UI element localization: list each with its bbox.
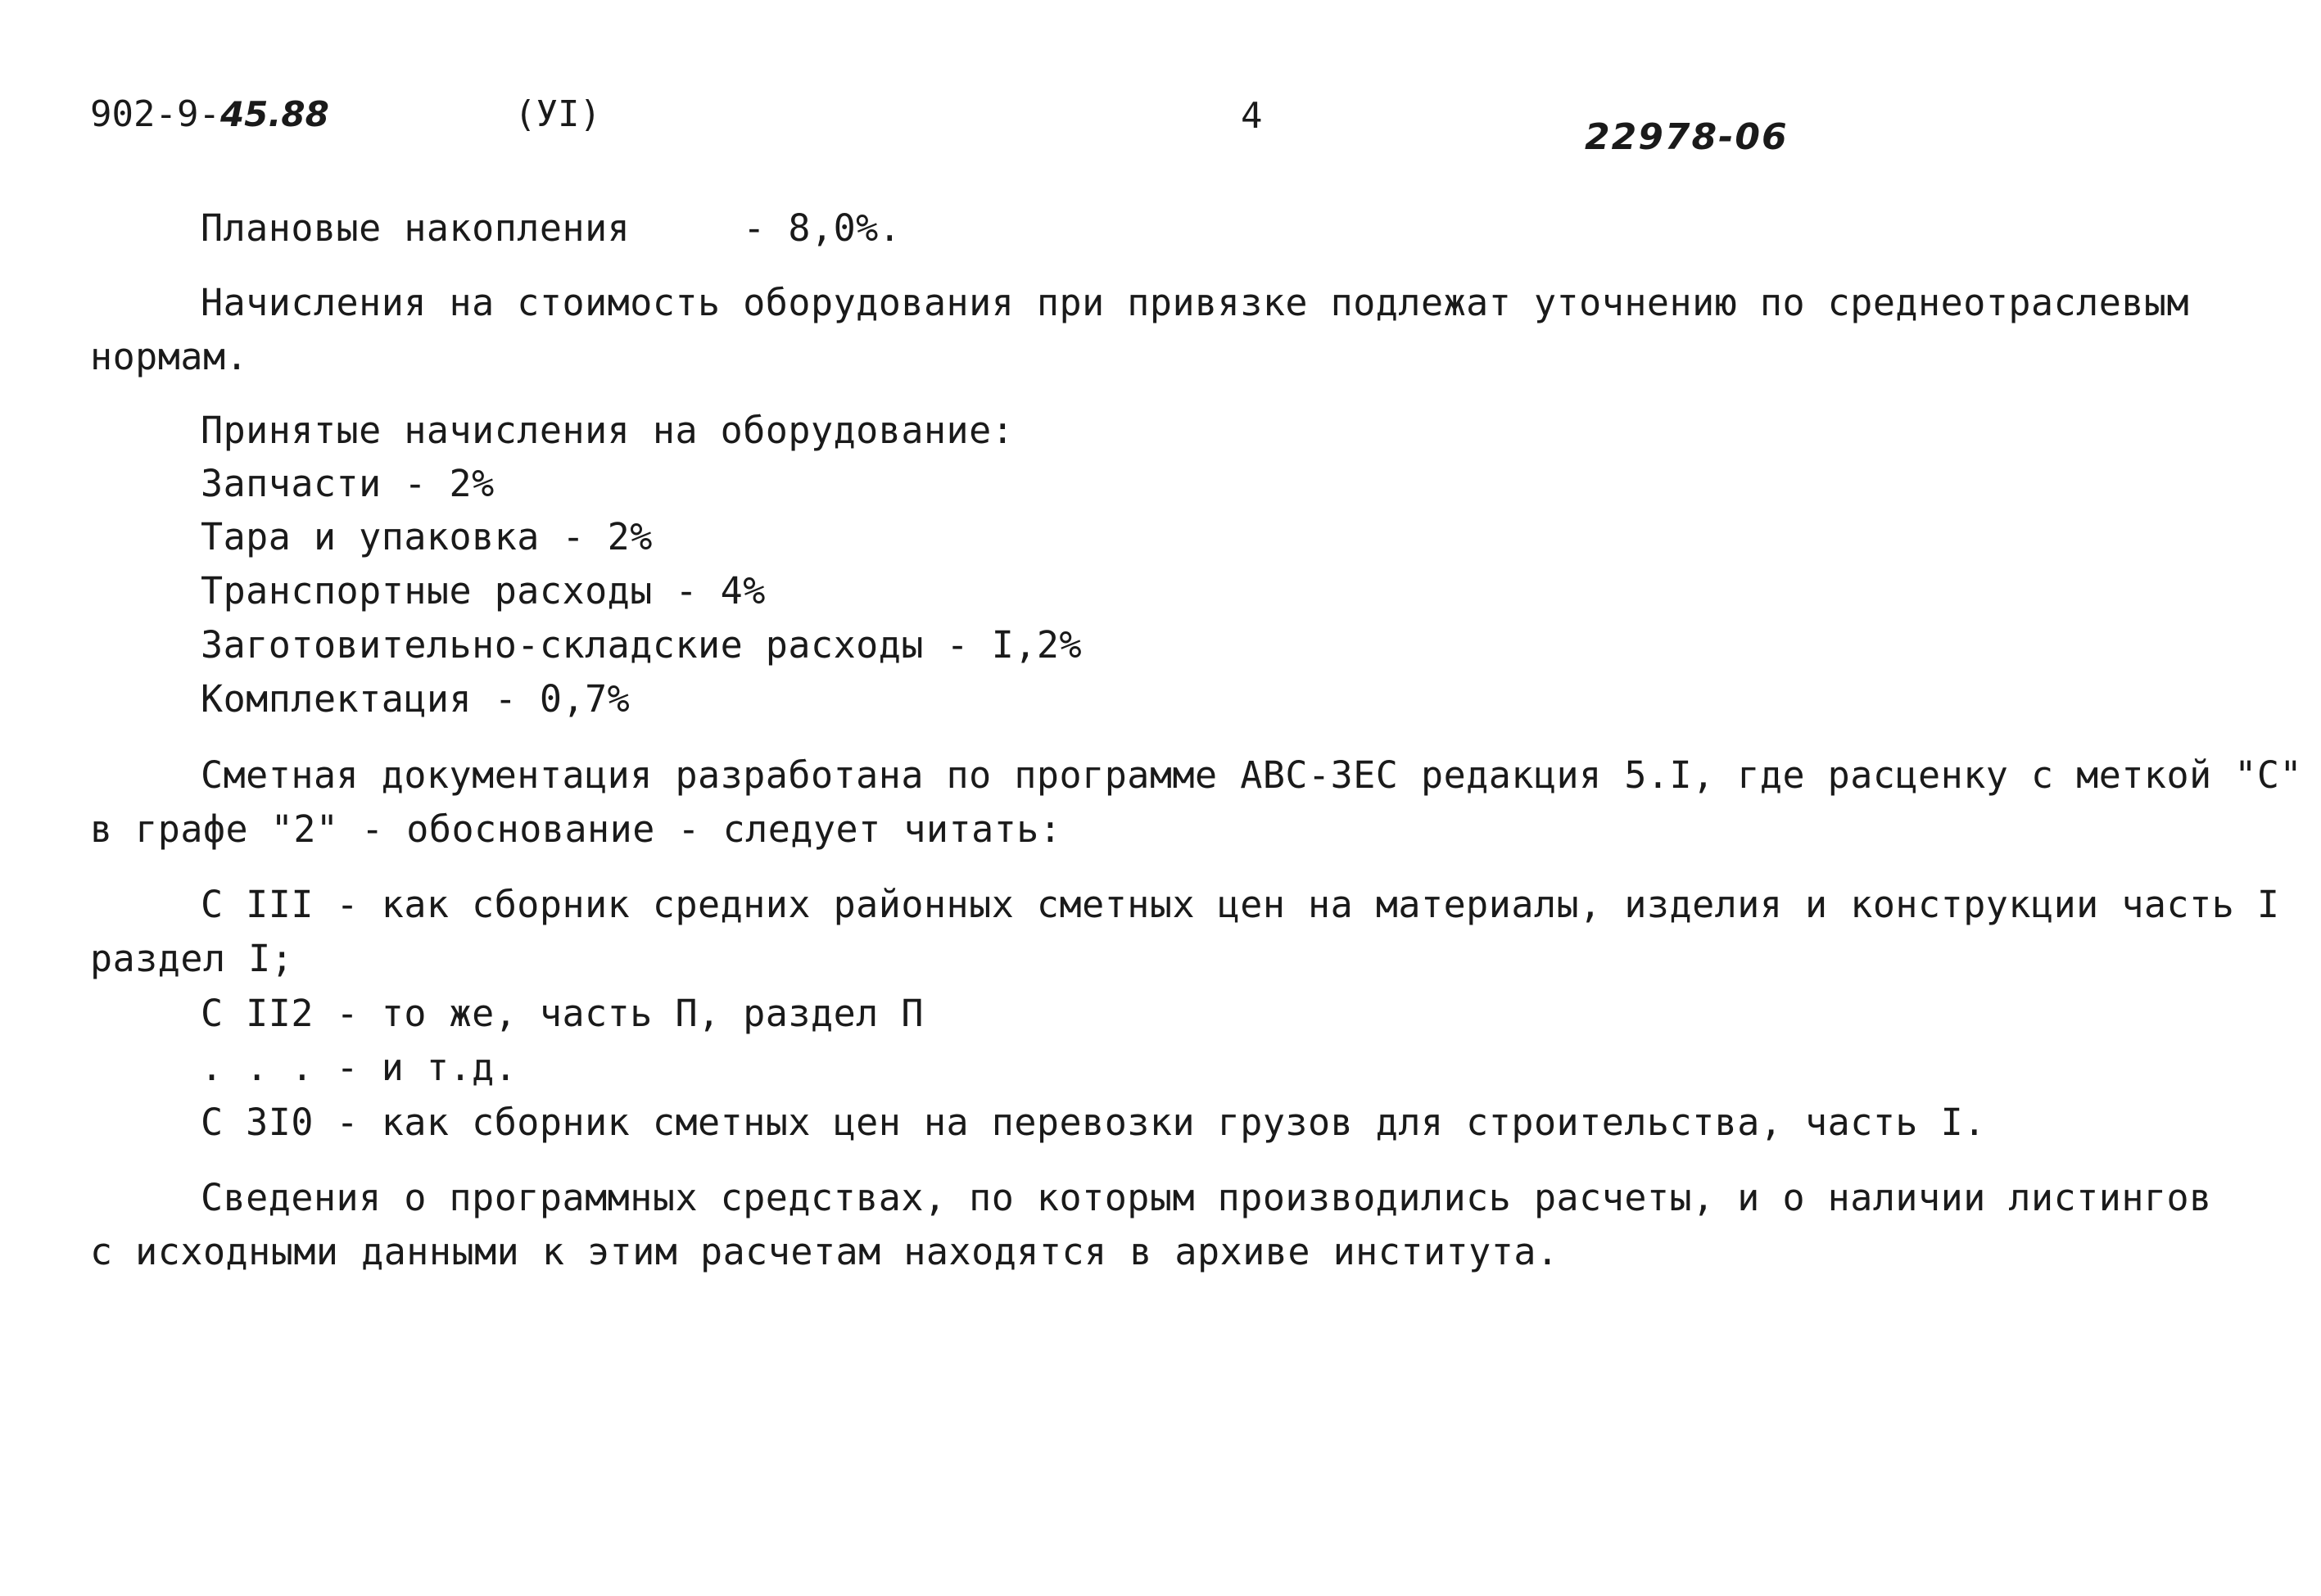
- equipment-charges-line-1: Начисления на стоимость оборудования при привязке подлежат уточнению по среднеотраслевым: [201, 281, 2190, 324]
- estimate-paragraph-line-1: Сметная документация разработана по программе АВС-3ЕС редакция 5.I, где расценку с меткой "С": [201, 753, 2303, 797]
- charge-item: Запчасти - 2%: [201, 462, 495, 505]
- document-series: (УI): [514, 93, 601, 135]
- code-c310-line: С 3I0 - как сборник сметных цен на перевозки грузов для строительства, часть I.: [201, 1101, 1986, 1144]
- document-code-handwritten: 45.88: [219, 94, 329, 134]
- code-c111-line-1: С III - как сборник средних районных сметных цен на материалы, изделия и конструкции часть I: [201, 883, 2280, 926]
- charge-item: Комплектация - 0,7%: [201, 677, 631, 721]
- code-c111-line-2: раздел I;: [90, 937, 294, 980]
- code-c112-line: С II2 - то же, часть П, раздел П: [201, 992, 924, 1035]
- page-number: 4: [1241, 95, 1263, 137]
- software-paragraph-line-1: Сведения о программных средствах, по которым производились расчеты, и о наличии листингов: [201, 1176, 2212, 1219]
- accepted-charges-heading: Принятые начисления на оборудование:: [201, 409, 1015, 452]
- charge-item: Транспортные расходы - 4%: [201, 569, 766, 613]
- software-paragraph-line-2: с исходными данными к этим расчетам находятся в архиве института.: [90, 1230, 1559, 1273]
- charge-item: Тара и упаковка - 2%: [201, 515, 653, 558]
- charge-item: Заготовительно-складские расходы - I,2%: [201, 623, 1083, 667]
- etc-line: . . . - и т.д.: [201, 1046, 518, 1089]
- equipment-charges-line-2: нормам.: [90, 335, 249, 378]
- document-code-printed: 902-9-: [90, 93, 220, 135]
- planned-savings-line: Плановые накопления - 8,0%.: [201, 206, 902, 250]
- estimate-paragraph-line-2: в графе "2" - обоснование - следует читать:: [90, 807, 1062, 851]
- document-code: [90, 93, 329, 135]
- inventory-number: 22978-06: [1585, 116, 1789, 158]
